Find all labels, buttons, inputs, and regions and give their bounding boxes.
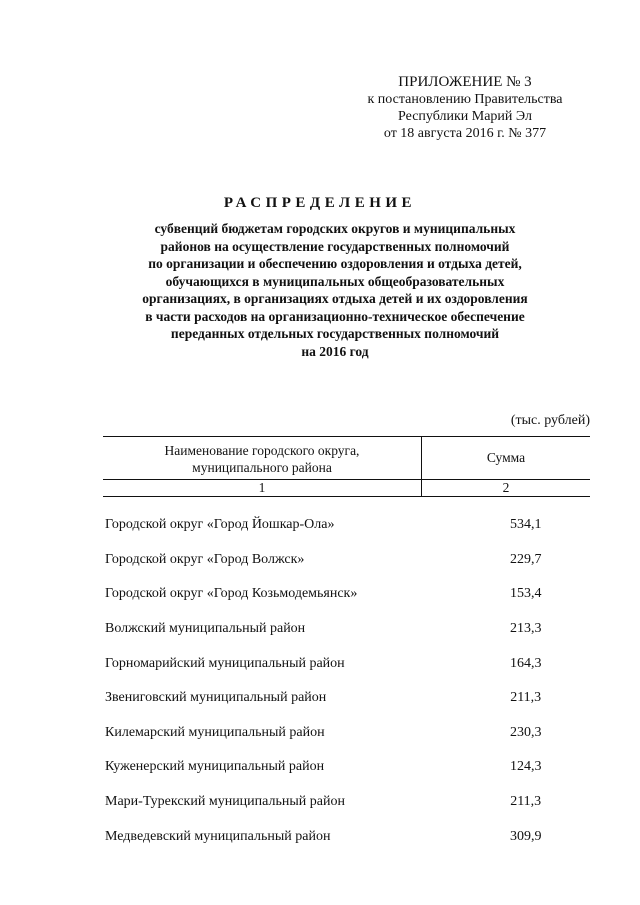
- row-value: 213,3: [509, 621, 542, 637]
- subtitle-line: по организации и обеспечению оздоровления и отдыха детей,: [148, 256, 522, 271]
- appendix-reference: к постановлению Правительства: [367, 92, 563, 107]
- row-name: Волжский муниципальный район: [105, 621, 306, 637]
- row-value: 153,4: [509, 586, 542, 602]
- appendix-number: ПРИЛОЖЕНИЕ № 3: [398, 74, 532, 90]
- subtitle-line: на 2016 год: [301, 343, 369, 359]
- table-row: [105, 612, 590, 647]
- table-header: [103, 436, 590, 497]
- row-name: Городской округ «Город Козьмодемьянск»: [105, 586, 358, 602]
- subtitle-line: районов на осуществление государственных полномочий: [160, 238, 510, 254]
- document-title: РАСПРЕДЕЛЕНИЕ: [223, 195, 417, 211]
- table-row: [105, 577, 590, 612]
- row-value: 124,3: [509, 759, 542, 775]
- subtitle-line: в части расходов на организационно-техническое обеспечение: [145, 308, 525, 324]
- subtitle-line: субвенций бюджетам городских округов и муниципальных: [154, 221, 516, 236]
- table-row: [105, 750, 590, 785]
- row-value: 211,3: [510, 690, 542, 706]
- units-label: (тыс. рублей): [510, 413, 590, 428]
- column-number-1: 1: [103, 480, 422, 496]
- table-row: [105, 646, 590, 681]
- row-name: Медведевский муниципальный район: [105, 828, 331, 844]
- row-value: 230,3: [509, 724, 542, 740]
- document-subtitle: [95, 220, 575, 360]
- header-name-line2: муниципального района: [192, 460, 332, 475]
- table-row: [105, 785, 590, 820]
- table-row: [105, 543, 590, 578]
- row-name: Горномарийский муниципальный район: [105, 655, 345, 671]
- table-column-numbers-row: [103, 479, 590, 496]
- row-name: Городской округ «Город Волжск»: [105, 551, 305, 567]
- table-row: [105, 681, 590, 716]
- row-value: 164,3: [509, 655, 542, 671]
- header-name-cell: [103, 437, 422, 479]
- appendix-issuer: Республики Марий Эл: [398, 109, 532, 124]
- row-value: 229,7: [509, 551, 542, 567]
- row-value: 309,9: [509, 828, 542, 844]
- row-name: Городской округ «Город Йошкар-Ола»: [105, 517, 335, 533]
- row-name: Куженерский муниципальный район: [105, 759, 325, 775]
- row-name: Мари-Турекский муниципальный район: [105, 794, 345, 810]
- row-name: Звениговский муниципальный район: [105, 690, 327, 706]
- row-value: 534,1: [509, 517, 542, 533]
- table-body: [105, 508, 590, 854]
- table-row: [105, 819, 590, 854]
- table-header-row: [103, 437, 590, 479]
- row-name: Килемарский муниципальный район: [105, 724, 325, 740]
- appendix-header: [340, 74, 590, 142]
- row-value: 211,3: [510, 794, 542, 810]
- table-row: [105, 716, 590, 751]
- subtitle-line: переданных отдельных государственных полномочий: [170, 326, 500, 341]
- subtitle-line: обучающихся в муниципальных общеобразовательных: [165, 273, 505, 289]
- table-row: [105, 508, 590, 543]
- appendix-date-number: от 18 августа 2016 г. № 377: [383, 126, 547, 141]
- subtitle-line: организациях, в организациях отдыха детей и их оздоровления: [142, 291, 528, 306]
- column-number-2: 2: [502, 480, 510, 495]
- header-name-line1: Наименование городского округа,: [164, 443, 360, 458]
- header-sum-cell: Сумма: [486, 450, 526, 465]
